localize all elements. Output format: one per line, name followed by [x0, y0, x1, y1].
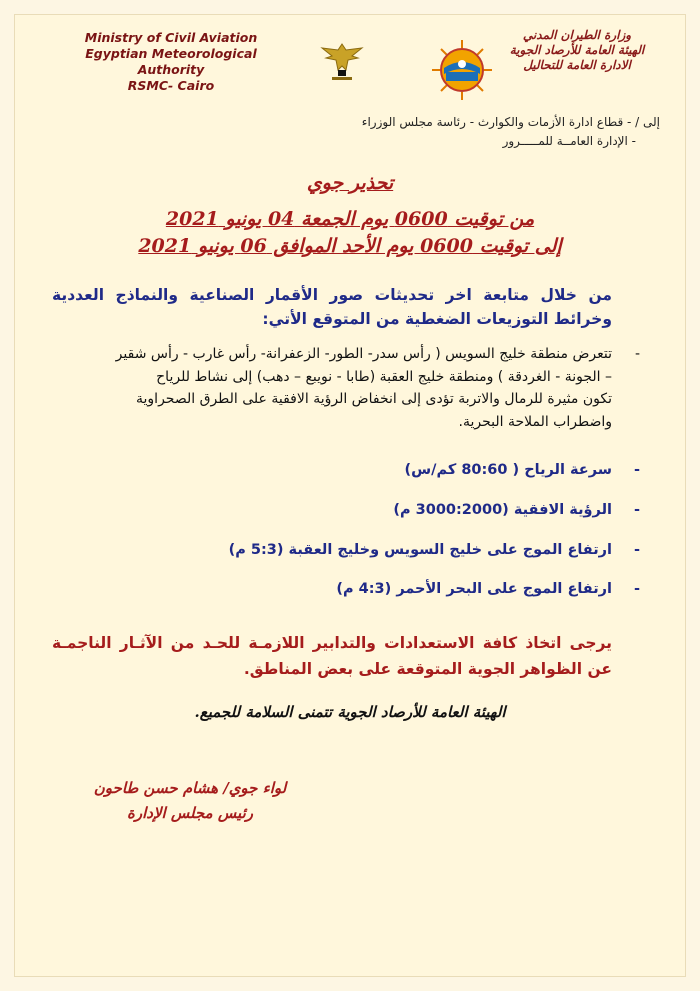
department-name-arabic: الادارة العامة للتحاليل — [523, 58, 631, 72]
intro-paragraph: من خلال متابعة اخر تحديثات صور الأقمار الصناعية والنماذج العددية وخرائط التوزيعات الضغطية من المتوقع الأتي: — [52, 286, 612, 328]
wave-height-gulfs-item — [228, 542, 640, 558]
list-dash: - — [633, 581, 640, 597]
signature-block — [60, 776, 320, 826]
warning-end-time: إلى توقيت 0600 يوم الأحد الموافق 06 يونيو 2021 — [138, 235, 562, 257]
list-dash: - — [633, 462, 640, 478]
wave-height-red-sea-item — [336, 581, 640, 597]
authority-name-arabic: الهيئة العامة للأرصاد الجوية — [509, 43, 645, 57]
list-dash: - — [633, 542, 640, 558]
warning-title: تحذير جوي — [306, 172, 394, 194]
wind-speed-item — [404, 462, 640, 478]
list-item: الرؤية الافقية (3000:2000 م) — [393, 502, 612, 518]
arabic-letterhead — [492, 28, 662, 73]
list-dash: - — [634, 346, 640, 362]
recipient-line: - الإدارة العامــة للمـــــرور — [502, 134, 636, 148]
forecast-line: تتعرض منطقة خليج السويس ( رأس سدر- الطور- الزعفرانة- رأس غارب - رأس شقير — [115, 346, 612, 362]
list-item: ارتفاع الموج على خليج السويس وخليج العقبة (5:3 م) — [228, 542, 612, 558]
ema-logo-icon — [430, 38, 494, 102]
ministry-name: Ministry of Civil Aviation — [84, 30, 258, 45]
ministry-name-arabic: وزارة الطيران المدني — [522, 28, 632, 42]
list-dash: - — [633, 502, 640, 518]
document-page — [14, 14, 686, 977]
forecast-paragraph — [72, 343, 640, 433]
english-letterhead — [56, 30, 286, 94]
warning-start-time: من توقيت 0600 يوم الجمعة 04 يونيو 2021 — [165, 208, 535, 230]
closing-paragraph: يرجى اتخاذ كافة الاستعدادات والتدابير اللازمـة للحـد من الآثـار الناجمـة عن الظواهر الجوية المتوقعة على بعض المناطق. — [52, 634, 612, 678]
authority-name: Egyptian Meteorological Authority — [85, 46, 257, 77]
recipients — [100, 113, 660, 151]
recipient-line: إلى / - قطاع ادارة الأزمات والكوارث - رئاسة مجلس الوزراء — [361, 115, 660, 129]
safety-wish: الهيئة العامة للأرصاد الجوية تتمنى السلامة للجميع. — [194, 703, 506, 721]
rsmc-name: RSMC- Cairo — [127, 78, 215, 93]
forecast-line: تكون مثيرة للرمال والاتربة تؤدى إلى انخفاض الرؤية الافقية على الطرق الصحراوية — [136, 391, 612, 407]
list-item: سرعة الرياح ( 80:60 كم/س) — [404, 462, 612, 478]
eagle-emblem-icon — [318, 40, 366, 84]
list-item: ارتفاع الموج على البحر الأحمر (4:3 م) — [336, 581, 612, 597]
signatory-title: رئيس مجلس الإدارة — [127, 804, 253, 822]
forecast-line: – الجونة - الغردقة ) ومنطقة خليج العقبة (طابا - نويبع – دهب) إلى نشاط للرياح — [156, 368, 612, 385]
visibility-item — [393, 502, 640, 518]
signatory-name: لواء جوي/ هشام حسن طاحون — [93, 779, 287, 797]
forecast-line: واضطراب الملاحة البحرية. — [458, 413, 612, 430]
